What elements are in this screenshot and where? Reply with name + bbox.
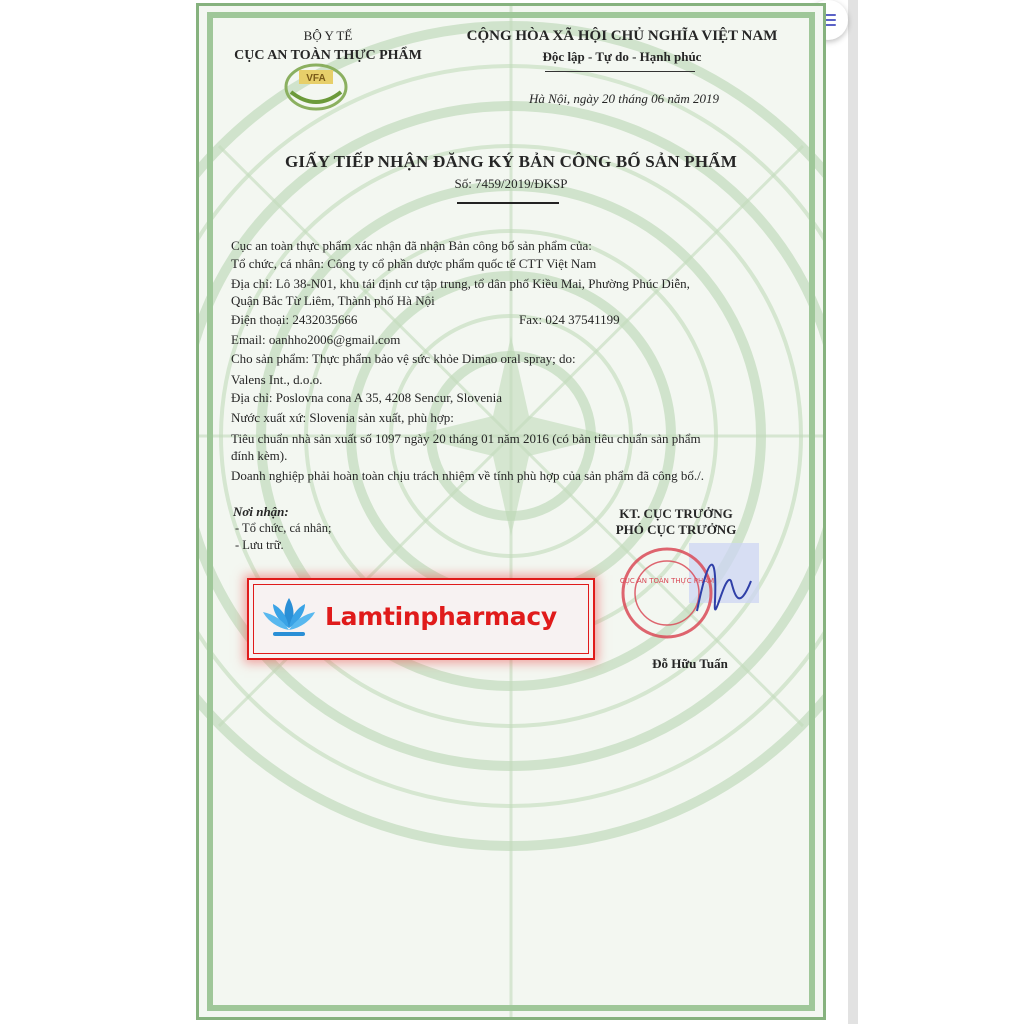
issue-date: Hà Nội, ngày 20 tháng 06 năm 2019 bbox=[529, 91, 719, 106]
body-line: Địa chỉ: Poslovna cona A 35, 4208 Sencur, Slovenia bbox=[231, 390, 503, 405]
brand-name: Lamtinpharmacy bbox=[325, 602, 557, 631]
body-line: Email: oanhho2006@gmail.com bbox=[231, 332, 401, 347]
certificate-document bbox=[196, 3, 826, 1020]
page-scrollbar[interactable] bbox=[848, 0, 858, 1024]
certificate-title: GIẤY TIẾP NHẬN ĐĂNG KÝ BẢN CÔNG BỐ SẢN PHẨM bbox=[284, 152, 738, 171]
logo-text: VFA bbox=[306, 73, 326, 84]
body-line: Điện thoại: 2432035666 bbox=[231, 312, 358, 327]
body-line: Tiêu chuẩn nhà sản xuất số 1097 ngày 20 tháng 01 năm 2016 (có bản tiêu chuẩn sản phẩm bbox=[231, 431, 701, 446]
motto-underline bbox=[545, 71, 695, 72]
body-line: Cục an toàn thực phẩm xác nhận đã nhận Bản công bố sản phẩm của: bbox=[231, 238, 592, 253]
ministry-name: BỘ Y TẾ bbox=[303, 28, 353, 43]
department-name: CỤC AN TOÀN THỰC PHẨM bbox=[234, 48, 422, 63]
body-line: Nước xuất xứ: Slovenia sản xuất, phù hợp: bbox=[231, 410, 454, 425]
signer-authority: KT. CỤC TRƯỞNG bbox=[619, 506, 733, 521]
body-line: đính kèm). bbox=[231, 448, 288, 463]
recipient-item: - Lưu trữ. bbox=[235, 538, 284, 552]
body-line: Quận Bắc Từ Liêm, Thành phố Hà Nội bbox=[231, 293, 435, 308]
body-line: Tổ chức, cá nhân: Công ty cổ phần dược phẩm quốc tế CTT Việt Nam bbox=[231, 256, 597, 271]
fax-number: Fax: 024 37541199 bbox=[519, 312, 620, 327]
national-motto: Độc lập - Tự do - Hạnh phúc bbox=[542, 49, 702, 64]
certificate-number: Số: 7459/2019/ĐKSP bbox=[454, 176, 568, 191]
title-divider bbox=[457, 202, 559, 204]
brand-watermark bbox=[247, 578, 595, 660]
body-line: Valens Int., d.o.o. bbox=[231, 372, 323, 387]
vfa-logo-icon bbox=[283, 62, 349, 112]
body-line: Cho sản phẩm: Thực phẩm bảo vệ sức khỏe Dimao oral spray; do: bbox=[231, 351, 576, 366]
republic-name: CỘNG HÒA XÃ HỘI CHỦ NGHĨA VIỆT NAM bbox=[466, 28, 778, 44]
recipients-label: Nơi nhận: bbox=[233, 504, 289, 519]
stamp-text: CỤC AN TOÀN THỰC PHẨM bbox=[619, 577, 715, 585]
signer-name: Đỗ Hữu Tuấn bbox=[652, 656, 728, 671]
lotus-logo-icon bbox=[259, 592, 319, 642]
recipient-item: - Tổ chức, cá nhân; bbox=[235, 521, 332, 535]
signer-title: PHÓ CỤC TRƯỞNG bbox=[615, 522, 737, 537]
body-line: Địa chỉ: Lô 38-N01, khu tái định cư tập trung, tổ dân phố Kiều Mai, Phường Phúc Diễn, bbox=[231, 276, 690, 291]
body-line: Doanh nghiệp phải hoàn toàn chịu trách nhiệm về tính phù hợp của sản phẩm đã công bố./. bbox=[231, 468, 704, 483]
official-stamp-icon bbox=[619, 541, 759, 651]
